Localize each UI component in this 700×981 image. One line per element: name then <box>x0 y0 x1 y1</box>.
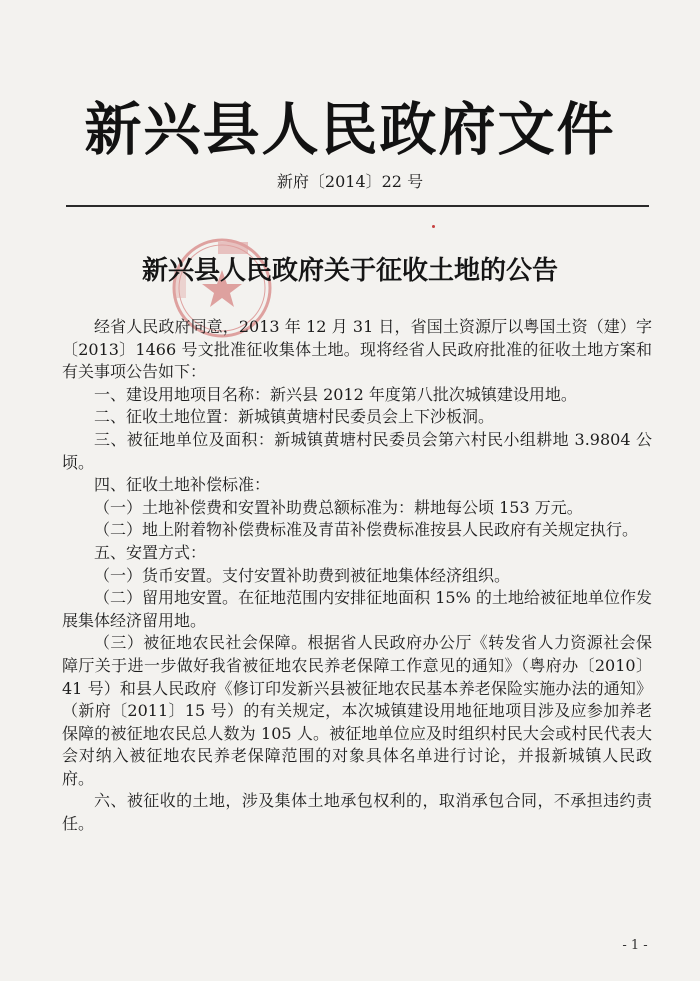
body-paragraph: （一）土地补偿费和安置补助费总额标准为：耕地每公顷 153 万元。 <box>94 497 583 517</box>
body-paragraph: （二）留用地安置。在征地范围内安排征地面积 15% 的土地给被征地单位作发展集体经济留用地。 <box>62 588 652 630</box>
document-header-title: 新兴县人民政府文件 <box>84 96 616 163</box>
body-paragraph: 二、征收土地位置：新城镇黄塘村民委员会上下沙板洞。 <box>94 407 495 427</box>
body-paragraph: （一）货币安置。支付安置补助费到被征地集体经济组织。 <box>94 565 511 585</box>
body-paragraph: 四、征收土地补偿标准： <box>94 475 271 495</box>
body-paragraph: （三）被征地农民社会保障。根据省人民政府办公厅《转发省人力资源社会保障厅关于进一步做好我省被征地农民养老保障工作意见的通知》（粤府办〔2010〕41 号）和县人民政府《修订印发新兴县被征地农民基本养老保险实施办法的通知》（新府〔2011〕15 号）的有关规定，本次城镇建设用地征地项目涉及应参加养老保障的被征地农民总人数为 105 人。被征地单位应及时组织村民大会或村民代表大会对纳入被征地农民养老保障范围的对象具体名单进行讨论，并报新城镇人民政府。 <box>62 633 652 788</box>
document-number: 新府〔2014〕22 号 <box>276 172 424 191</box>
body-paragraph: 一、建设用地项目名称：新兴县 2012 年度第八批次城镇建设用地。 <box>94 384 577 404</box>
body-paragraph: 三、被征地单位及面积：新城镇黄塘村民委员会第六村民小组耕地 3.9804 公顷。 <box>62 429 652 472</box>
body-paragraph: 六、被征收的土地，涉及集体土地承包权利的，取消承包合同，不承担违约责任。 <box>62 791 652 834</box>
body-paragraph: 五、安置方式： <box>94 542 207 562</box>
notice-body <box>62 316 652 836</box>
notice-title: 新兴县人民政府关于征收土地的公告 <box>141 256 558 286</box>
body-paragraph: （二）地上附着物补偿费标准及青苗补偿费标准按县人民政府有关规定执行。 <box>94 520 639 540</box>
header-divider <box>66 205 649 207</box>
body-paragraph: 经省人民政府同意，2013 年 12 月 31 日，省国土资源厅以粤国土资（建）字〔2013〕1466 号文批准征收集体土地。现将经省人民政府批准的征收土地方案和有关事项公告如下： <box>62 317 652 382</box>
page-number: - 1 - <box>622 938 648 953</box>
red-mark <box>432 225 435 228</box>
